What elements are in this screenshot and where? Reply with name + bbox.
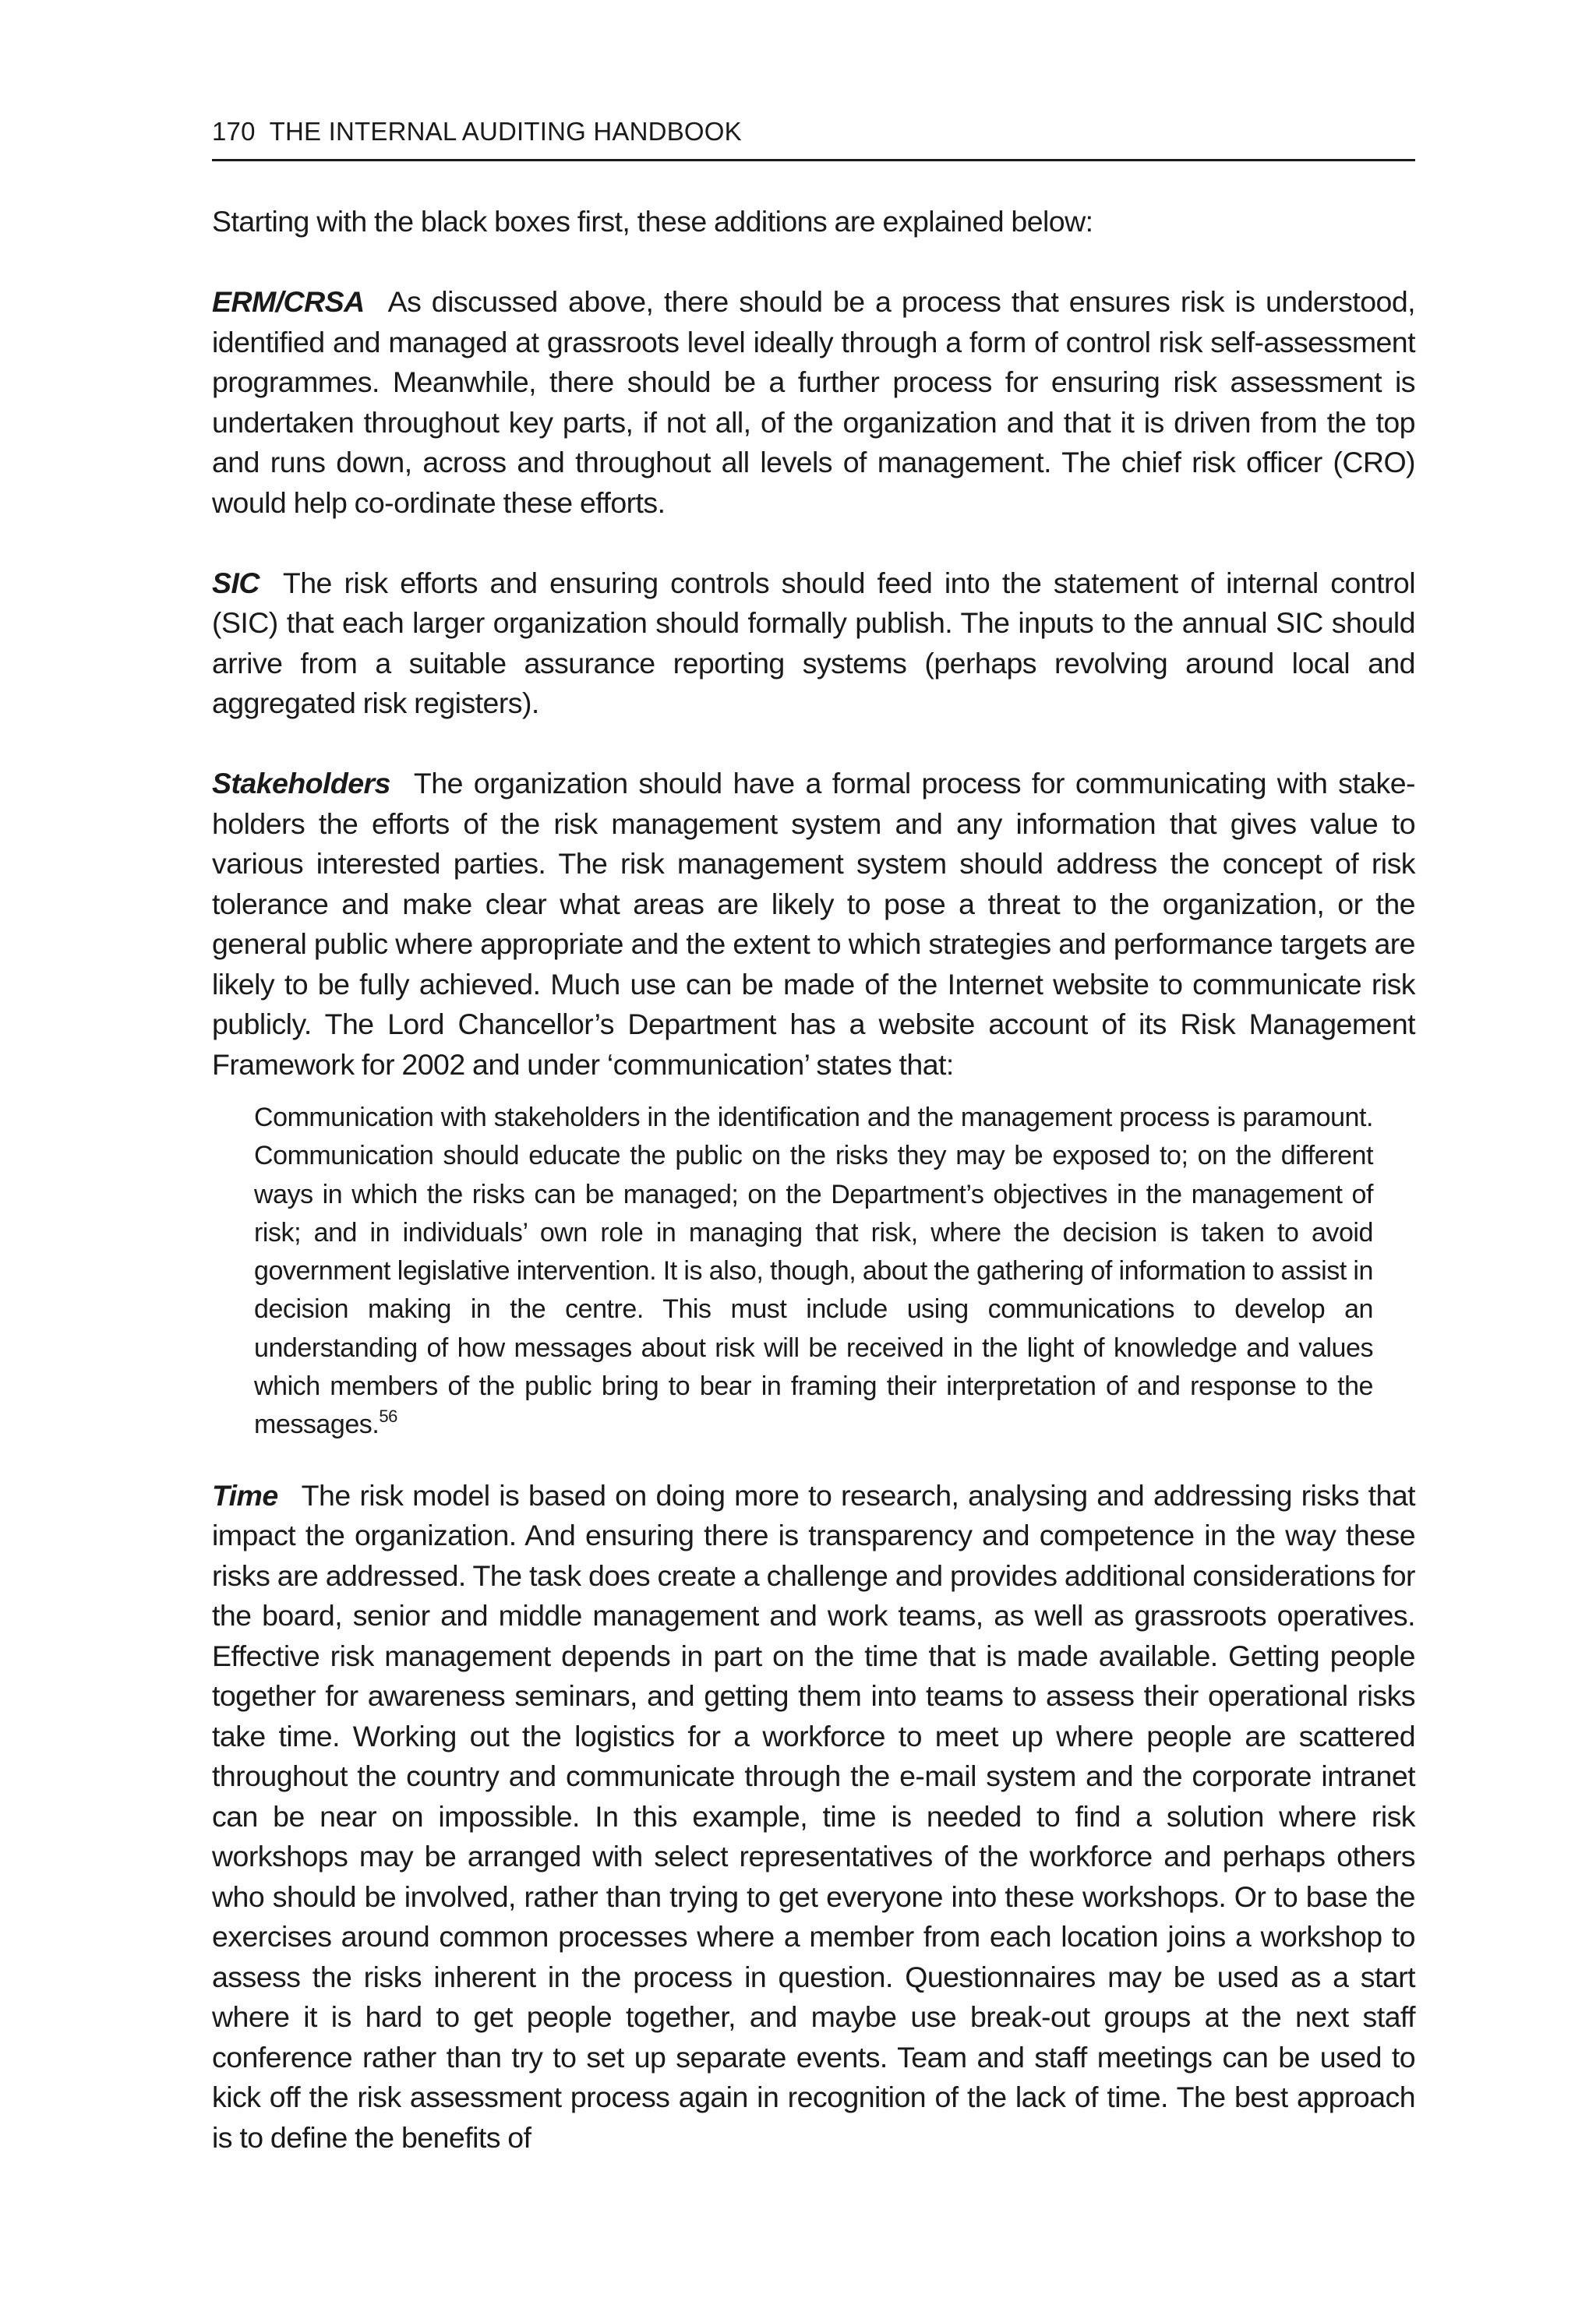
section-term: SIC bbox=[212, 566, 260, 599]
section-paragraph bbox=[212, 563, 1415, 724]
section-text: The organization should have a formal process for communicating with stake-holders the efforts of the risk management system and any information that gives value to various interested parties. The risk management system should address the concept of risk tolerance and make clear what areas are likely to pose a threat to the organization, or the general public where appropriate and the extent to which strategies and performance targets are likely to be fully achieved. Much use can be made of the Internet website to communicate risk publicly. The Lord Chancellor’s Department has a website account of its Risk Management Framework for 2002 and under ‘communication’ states that: bbox=[212, 767, 1415, 1081]
intro-paragraph: Starting with the black boxes first, these additions are explained below: bbox=[212, 205, 1093, 238]
section-time bbox=[212, 1476, 1415, 2158]
section-term: Stakeholders bbox=[212, 767, 390, 799]
section-text: As discussed above, there should be a process that ensures risk is understood, identified and managed at grassroots level ideally through a form of control risk self-assessment programmes. Meanwhile, there should be a further process for ensuring risk assessment is undertaken throughout key parts, if not all, of the organization and that it is driven from the top and runs down, across and throughout all levels of management. The chief risk officer (CRO) would help co-ordinate these efforts. bbox=[212, 285, 1415, 519]
section-term: ERM/CRSA bbox=[212, 285, 365, 318]
footnote-marker: 56 bbox=[379, 1407, 397, 1427]
quote-paragraph bbox=[254, 1099, 1373, 1445]
page-body bbox=[212, 202, 1415, 2158]
section-erm-crsa bbox=[212, 282, 1415, 523]
section-stakeholders bbox=[212, 764, 1415, 1445]
section-text: The risk efforts and ensuring controls should feed into the statement of internal control (SIC) that each larger organization should formally publish. The inputs to the annual SIC should arrive from a suitable assurance reporting systems (perhaps revolving around local and aggregated risk registers). bbox=[212, 566, 1415, 719]
section-paragraph bbox=[212, 1476, 1415, 2158]
section-text: The risk model is based on doing more to research, analysing and addressing risks that impact the organization. And ensuring there is transparency and competence in the way these risks are addressed. The task does create a challenge and provides additional considerations for the board, senior and middle management and work teams, as well as grassroots operatives. Effective risk management depends in part on the time that is made available. Getting people together for awareness seminars, and getting them into teams to assess their operational risks take time. Working out the logistics for a workforce to meet up where people are scattered throughout the country and communicate through the e-mail system and the corporate intranet can be near on impossible. In this example, time is needed to find a solution where risk workshops may be arranged with select representatives of the workforce and perhaps others who should be involved, rather than trying to get everyone into these workshops. Or to base the exercises around common processes where a member from each location joins a workshop to assess the risks inherent in the process in question. Questionnaires may be used as a start where it is hard to get people together, and maybe use break-out groups at the next staff conference rather than try to set up separate events. Team and staff meetings can be used to kick off the risk assessment process again in recognition of the lack of time. The best approach is to define the benefits of bbox=[212, 1478, 1415, 2154]
section-paragraph bbox=[212, 282, 1415, 523]
block-quote bbox=[254, 1099, 1373, 1445]
section-paragraph bbox=[212, 764, 1415, 1085]
section-term: Time bbox=[212, 1478, 278, 1512]
book-page bbox=[212, 117, 1415, 2158]
running-header bbox=[212, 117, 1415, 161]
running-title: THE INTERNAL AUDITING HANDBOOK bbox=[269, 117, 742, 146]
page-number: 170 bbox=[212, 117, 256, 146]
quote-text: Communication with stakeholders in the identification and the management process is paramount. Communication should educate the public on the risks they may be exposed to; on the different ways in which the risks can be managed; on the Department’s objectives in the management of risk; and in individuals’ own role in managing that risk, where the decision is taken to avoid government legislative intervention. It is also, though, about the gathering of information to assist in decision making in the centre. This must include using communications to develop an understanding of how messages about risk will be received in the light of knowledge and values which members of the public bring to bear in framing their interpretation of and response to the messages. bbox=[254, 1103, 1373, 1440]
section-sic bbox=[212, 563, 1415, 724]
